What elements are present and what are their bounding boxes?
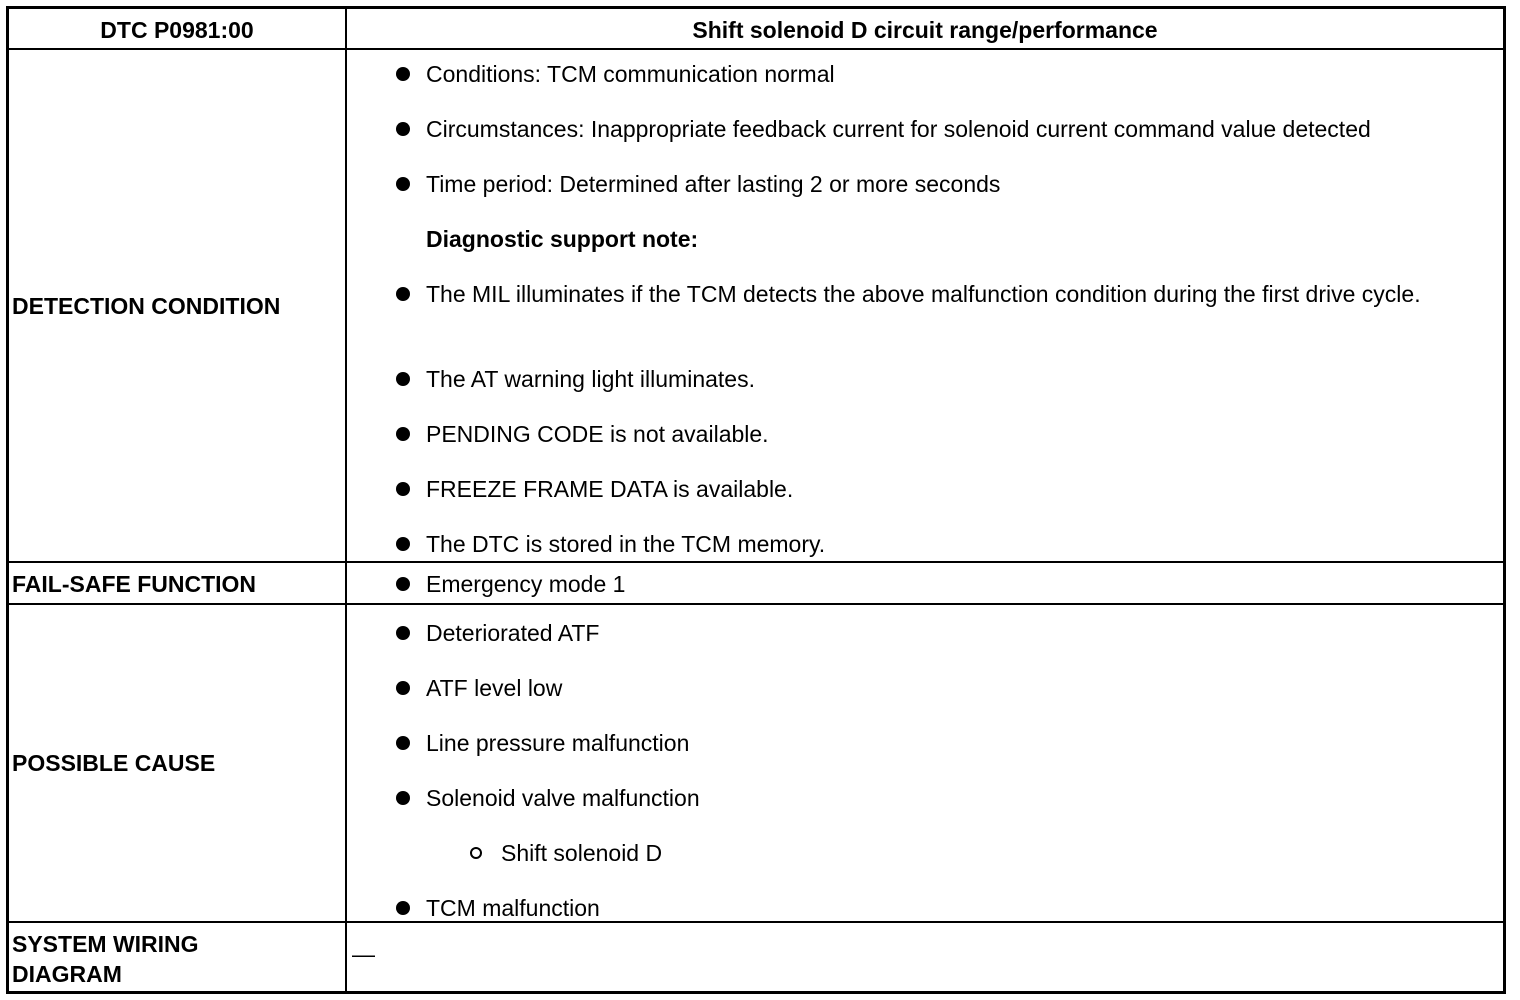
list-item: The MIL illuminates if the TCM detects the above malfunction condition during the first drive cycle. (426, 281, 1421, 307)
sub-list-item: Shift solenoid D (501, 840, 663, 866)
bullet-icon (396, 736, 410, 750)
bullet-icon (396, 901, 410, 915)
dtc-table (6, 6, 1506, 994)
list-item: FREEZE FRAME DATA is available. (426, 476, 794, 502)
wiring-diagram-label: SYSTEM WIRING DIAGRAM (12, 931, 199, 987)
bullet-icon (396, 67, 410, 81)
list-item: Emergency mode 1 (426, 571, 626, 597)
table-header-row (9, 9, 1503, 50)
fail-safe-label: FAIL-SAFE FUNCTION (12, 571, 257, 597)
wiring-diagram-row (9, 923, 1503, 991)
bullet-icon (396, 177, 410, 191)
bullet-icon (396, 791, 410, 805)
dtc-title: Shift solenoid D circuit range/performance (692, 17, 1158, 43)
column-divider (345, 50, 347, 561)
detection-condition-row (9, 50, 1503, 563)
list-item: Deteriorated ATF (426, 620, 600, 646)
diagnostic-note-heading: Diagnostic support note: (426, 226, 699, 252)
list-item: The AT warning light illuminates. (426, 366, 755, 392)
bullet-icon (396, 626, 410, 640)
bullet-icon (396, 287, 410, 301)
bullet-icon (396, 482, 410, 496)
list-item: Time period: Determined after lasting 2 or more seconds (426, 171, 1001, 197)
bullet-icon (396, 122, 410, 136)
list-item: ATF level low (426, 675, 563, 701)
list-item: The DTC is stored in the TCM memory. (426, 531, 826, 557)
bullet-icon (396, 681, 410, 695)
bullet-icon (396, 427, 410, 441)
list-item: TCM malfunction (426, 895, 600, 921)
possible-cause-row (9, 605, 1503, 923)
fail-safe-row (9, 563, 1503, 605)
column-divider (345, 605, 347, 921)
detection-condition-label: DETECTION CONDITION (12, 293, 281, 319)
list-item: PENDING CODE is not available. (426, 421, 769, 447)
wiring-diagram-value: — (352, 941, 375, 967)
bullet-icon (396, 577, 410, 591)
list-item: Solenoid valve malfunction (426, 785, 700, 811)
column-divider (345, 563, 347, 603)
bullet-icon (396, 372, 410, 386)
sub-bullet-icon (470, 847, 482, 859)
dtc-code: DTC P0981:00 (100, 17, 254, 43)
column-divider (345, 923, 347, 991)
list-item: Line pressure malfunction (426, 730, 690, 756)
possible-cause-label: POSSIBLE CAUSE (12, 750, 216, 776)
list-item: Circumstances: Inappropriate feedback current for solenoid current command value detected (426, 116, 1371, 142)
list-item: Conditions: TCM communication normal (426, 61, 835, 87)
bullet-icon (396, 537, 410, 551)
